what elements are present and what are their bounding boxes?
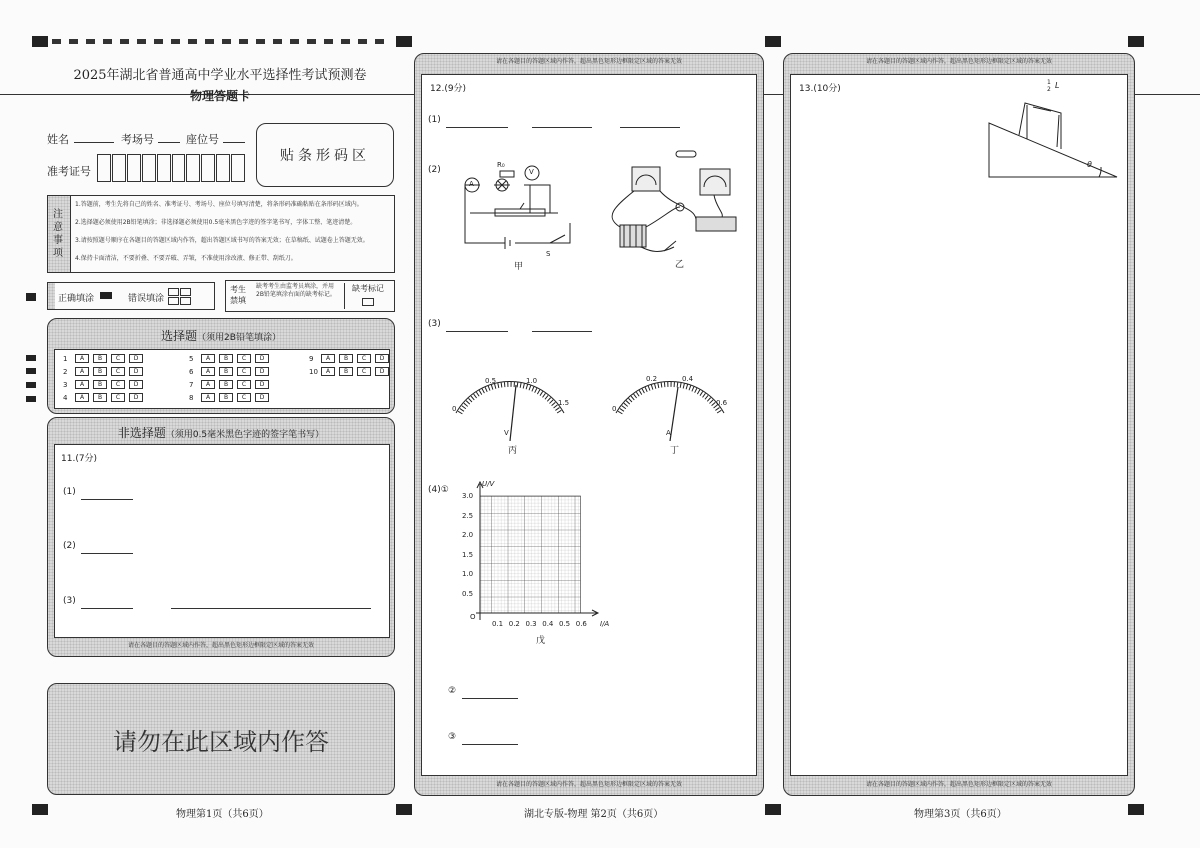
choice-note: （须用2B铅笔填涂）	[197, 333, 281, 343]
option-bubble[interactable]: B	[219, 354, 233, 363]
answer-line[interactable]	[81, 608, 133, 609]
q12-part: (1)	[428, 115, 441, 125]
question-number: 8	[189, 393, 194, 402]
seat-label: 座位号	[186, 133, 219, 146]
option-bubble[interactable]: D	[129, 380, 143, 389]
question-number: 6	[189, 367, 194, 376]
option-bubble[interactable]: C	[111, 367, 125, 376]
question-row	[63, 380, 147, 389]
figure-caption: 乙	[675, 260, 685, 270]
fraction-denominator: 2	[1047, 86, 1051, 93]
notice-line: 4.保持卡面清洁，不要折叠、不要弄破、弄皱，不准使用涂改液、修正带、刮纸刀。	[75, 255, 297, 262]
option-bubble[interactable]: B	[339, 354, 353, 363]
registration-mark	[396, 804, 412, 815]
option-bubble[interactable]: A	[201, 393, 215, 402]
registration-mark	[1128, 36, 1144, 47]
option-bubble[interactable]: A	[201, 354, 215, 363]
question-number: 2	[63, 367, 68, 376]
notice-label: 注意事项	[53, 209, 63, 259]
side-mark	[26, 368, 36, 374]
figure-caption: 丙	[508, 446, 518, 456]
x-tick-label: 0.3	[525, 620, 537, 628]
question-row	[63, 367, 147, 376]
voltmeter-label: V	[529, 168, 534, 176]
q12-part: ②	[448, 686, 457, 696]
question-row	[189, 393, 273, 402]
registration-mark	[396, 36, 412, 47]
registration-mark	[32, 804, 48, 815]
option-bubble[interactable]: B	[93, 367, 107, 376]
notice-line: 1.答题前，考生先将自己的姓名、准考证号、考场号、座位号填写清楚，将条形码准确粘贴在条形码区域内。	[75, 201, 363, 208]
choice-grid	[54, 349, 390, 409]
question-row	[63, 354, 147, 363]
scale-tick: 0.6	[716, 399, 728, 407]
option-bubble[interactable]: B	[219, 393, 233, 402]
option-bubble[interactable]: D	[375, 367, 389, 376]
origin-label: O	[470, 613, 476, 621]
answer-line[interactable]	[171, 608, 371, 609]
option-bubble[interactable]: A	[75, 367, 89, 376]
page-footer: 物理第3页（共6页）	[914, 809, 1007, 820]
meter-unit: A	[666, 429, 671, 437]
y-tick-label: 1.5	[462, 550, 474, 559]
option-bubble[interactable]: C	[237, 380, 251, 389]
q11-part: (2)	[63, 541, 76, 551]
option-bubble[interactable]: C	[111, 354, 125, 363]
option-bubble[interactable]: C	[237, 393, 251, 402]
barcode-area: 贴条形码区	[256, 123, 394, 187]
x-axis-label: I/A	[600, 620, 610, 628]
q12-label: 12.(9分)	[430, 84, 467, 94]
page3-panel	[783, 53, 1135, 796]
fill-sample-box: 正确填涂 错误填涂	[47, 282, 215, 310]
y-tick-label: 3.0	[462, 492, 474, 500]
q12-part: (3)	[428, 319, 441, 329]
question-row	[309, 367, 393, 376]
boundary-note: 请在各题目的答题区域内作答，超出黑色矩形边框限定区域的答案无效	[865, 58, 1052, 65]
seat-field[interactable]	[223, 142, 245, 143]
question-row	[63, 393, 147, 402]
option-bubble[interactable]: D	[375, 354, 389, 363]
option-bubble[interactable]: C	[237, 354, 251, 363]
y-tick-label: 2.5	[462, 511, 474, 520]
option-bubble[interactable]: D	[255, 380, 269, 389]
q13-label: 13.(10分)	[799, 84, 841, 94]
question-number: 1	[63, 354, 68, 363]
absent-box: 考生禁填 缺考考生由监考员填涂，并用2B铅笔填涂右面的缺考标记。 缺考标记	[225, 280, 395, 312]
question-number: 5	[189, 354, 194, 363]
r0-label: R₀	[497, 161, 505, 169]
option-bubble[interactable]: B	[93, 380, 107, 389]
option-bubble[interactable]: B	[339, 367, 353, 376]
page-footer: 物理第1页（共6页）	[176, 809, 269, 820]
option-bubble[interactable]: D	[129, 393, 143, 402]
boundary-note: 请在各题目的答题区域内作答，超出黑色矩形边框限定区域的答案无效	[865, 781, 1052, 788]
option-bubble[interactable]: C	[237, 367, 251, 376]
registration-mark	[32, 36, 48, 47]
scale-tick: 0	[452, 405, 457, 413]
answer-line[interactable]	[462, 698, 518, 699]
q11-part: (1)	[63, 487, 76, 497]
registration-mark	[765, 804, 781, 815]
q11-part: (3)	[63, 596, 76, 606]
page2-panel	[414, 53, 764, 796]
option-bubble[interactable]: A	[75, 393, 89, 402]
u-i-graph[interactable]	[458, 480, 608, 630]
answer-line[interactable]	[81, 499, 133, 500]
registration-mark	[1128, 804, 1144, 815]
option-bubble[interactable]: A	[201, 380, 215, 389]
option-bubble[interactable]: D	[129, 354, 143, 363]
apparatus-diagram-yi	[604, 147, 744, 267]
q13-area[interactable]	[790, 74, 1128, 776]
x-tick-label: 0.2	[508, 620, 520, 628]
room-field[interactable]	[158, 142, 180, 143]
q12-part: ③	[448, 732, 457, 742]
scale-tick: 0	[612, 405, 617, 413]
fraction-numerator: 1	[1047, 79, 1051, 86]
question-row	[189, 380, 273, 389]
option-bubble[interactable]: A	[75, 354, 89, 363]
option-bubble[interactable]: C	[111, 393, 125, 402]
notice-line: 2.选择题必须使用2B铅笔填涂；非选择题必须使用0.5毫米黑色字迹的签字笔书写，字体工整、笔迹清楚。	[75, 219, 357, 226]
side-mark	[26, 355, 36, 361]
option-bubble[interactable]: B	[93, 393, 107, 402]
answer-line[interactable]	[532, 331, 592, 332]
figure-caption: 甲	[514, 262, 524, 272]
choice-title: 选择题	[161, 329, 198, 343]
question-row	[309, 354, 393, 363]
x-tick-label: 0.4	[542, 620, 554, 628]
option-bubble[interactable]: D	[255, 367, 269, 376]
answer-line[interactable]	[81, 553, 133, 554]
x-tick-label: 0.1	[492, 620, 504, 628]
answer-line[interactable]	[446, 331, 508, 332]
figure-caption: 丁	[670, 446, 680, 456]
answer-line[interactable]	[462, 744, 518, 745]
name-field[interactable]	[74, 142, 114, 143]
option-bubble[interactable]: D	[255, 354, 269, 363]
option-bubble[interactable]: A	[201, 367, 215, 376]
side-mark	[26, 293, 36, 301]
option-bubble[interactable]: C	[357, 354, 371, 363]
answer-line[interactable]	[532, 127, 592, 128]
absent-mark-box[interactable]	[362, 298, 374, 306]
q11-area[interactable]	[54, 444, 390, 638]
q11-label: 11.(7分)	[61, 454, 98, 464]
option-bubble[interactable]: A	[321, 367, 335, 376]
nonchoice-note: （须用0.5毫米黑色字迹的签字笔书写）	[165, 430, 325, 440]
choice-section	[47, 318, 395, 414]
scale-tick: 1.0	[526, 377, 538, 385]
side-mark	[26, 396, 36, 402]
question-row	[189, 354, 273, 363]
option-bubble[interactable]: B	[93, 354, 107, 363]
question-number: 4	[63, 393, 68, 402]
boundary-note: 请在各题目的答题区域内作答，超出黑色矩形边框限定区域的答案无效	[495, 58, 682, 65]
option-bubble[interactable]: D	[255, 393, 269, 402]
x-tick-label: 0.6	[575, 620, 587, 628]
option-bubble[interactable]: B	[219, 380, 233, 389]
boundary-note: 请在各题目的答题区域内作答，超出黑色矩形边框限定区域的答案无效	[127, 642, 314, 649]
length-label: L	[1055, 81, 1060, 90]
angle-label: θ	[1087, 160, 1092, 169]
room-label: 考场号	[121, 133, 154, 146]
timing-track	[52, 39, 392, 44]
notice-line: 3.请按照题号顺序在各题目的答题区域内作答，超出答题区域书写的答案无效；在草稿纸、试题卷上答题无效。	[75, 237, 369, 244]
scale-tick: 0.4	[682, 375, 694, 383]
switch-label: S	[546, 250, 551, 258]
q12-part: (2)	[428, 165, 441, 175]
option-bubble[interactable]: B	[219, 367, 233, 376]
y-tick-label: 2.0	[462, 531, 474, 539]
option-bubble[interactable]: A	[321, 354, 335, 363]
scale-tick: 0.2	[646, 375, 658, 383]
option-bubble[interactable]: D	[129, 367, 143, 376]
nonchoice-section	[47, 417, 395, 657]
scale-tick: 1.5	[558, 399, 570, 407]
nonchoice-title: 非选择题	[117, 426, 166, 440]
question-number: 10	[309, 367, 318, 376]
y-tick-label: 0.5	[462, 589, 474, 598]
registration-mark	[765, 36, 781, 47]
voltmeter-dial	[446, 371, 576, 441]
figure-caption: 戊	[536, 636, 546, 646]
q12-part: (4)①	[428, 485, 449, 495]
answer-line[interactable]	[446, 127, 508, 128]
question-number: 7	[189, 380, 194, 389]
page-subtitle: 物理答题卡	[189, 89, 250, 103]
x-tick-label: 0.5	[559, 620, 571, 628]
name-label: 姓名	[47, 133, 69, 146]
q12-area[interactable]	[421, 74, 757, 776]
question-row	[189, 367, 273, 376]
scale-tick: 0.5	[485, 377, 497, 385]
answer-line[interactable]	[620, 127, 680, 128]
question-number: 3	[63, 380, 68, 389]
question-number: 9	[309, 354, 314, 363]
forbidden-area: 请勿在此区域内作答	[47, 683, 395, 795]
exam-id-boxes[interactable]	[97, 154, 245, 182]
option-bubble[interactable]: C	[111, 380, 125, 389]
side-mark	[26, 382, 36, 388]
page-footer: 湖北专版-物理 第2页（共6页）	[524, 809, 664, 820]
incline-diagram	[987, 87, 1121, 183]
ammeter-label: A	[469, 180, 474, 188]
y-axis-label: U/V	[482, 480, 495, 488]
boundary-note: 请在各题目的答题区域内作答，超出黑色矩形边框限定区域的答案无效	[495, 781, 682, 788]
option-bubble[interactable]: C	[357, 367, 371, 376]
y-tick-label: 1.0	[462, 570, 474, 578]
meter-unit: V	[504, 429, 509, 437]
exam-id-label: 准考证号	[47, 165, 91, 178]
page-title: 2025年湖北省普通高中学业水平选择性考试预测卷	[73, 68, 367, 83]
notice-box	[47, 195, 395, 273]
option-bubble[interactable]: A	[75, 380, 89, 389]
